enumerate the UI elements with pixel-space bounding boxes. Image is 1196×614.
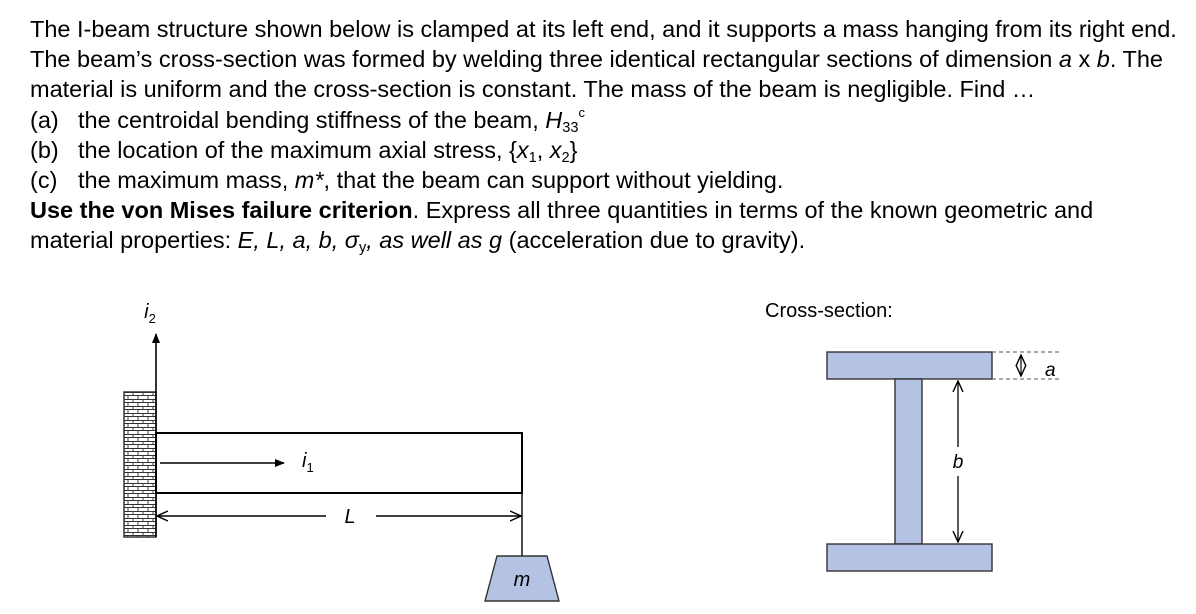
question-c: (c) the maximum mass, m*, that the beam can support without yielding. [30,167,784,194]
cross-section-title: Cross-section: [765,300,893,322]
clamped-wall [124,392,156,537]
bottom-flange [827,544,992,571]
dim-a-label: a [1045,360,1056,381]
question-b: (b) the location of the maximum axial stress, {$x_1$, $x_2$} [30,136,578,166]
dim-b-label: b [952,452,964,473]
top-flange [827,352,992,379]
criterion-text: Use the von Mises failure criterion. Express all three quantities in terms of the known geometric and material properties: E, L, a, b, $\sigma_y$, as well as g (acceleration due to gravity). [30,197,1094,257]
web [895,379,922,544]
axis-i2-label: $i_2$ [144,301,156,326]
mass-label: m [513,569,531,591]
axis-i1-label: $i_1$ [302,450,314,475]
question-a: (a) the centroidal bending stiffness of the beam, $H_{33}^c$ [30,104,585,136]
length-label: L [344,506,356,528]
problem-intro: The I-beam structure shown below is clamped at its left end, and it supports a mass hanging from its right end. The beam’s cross-section was formed by welding three identical rectangular sections of dimension a x b. The material is uniform and the cross-section is constant. The mass of the beam is negligible. Find … [30,16,1177,103]
